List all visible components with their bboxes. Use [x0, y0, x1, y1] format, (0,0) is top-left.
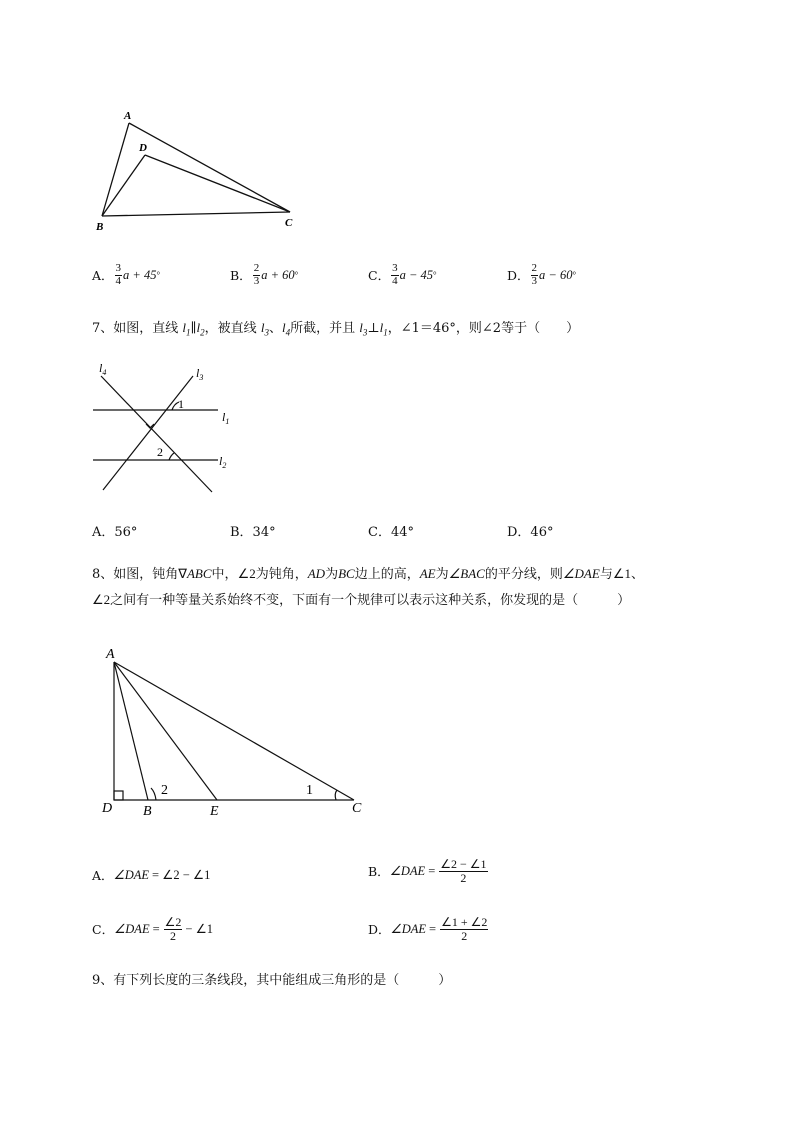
option-letter: A．	[92, 268, 114, 284]
angle-1-label: 1	[178, 397, 184, 411]
q7-stem: 7、如图，直线 $l_1\parallel l_2$，被直线 $l_3$、$l_4$所截，并且 $l_3\perp l_1$，∠1＝46°，则∠2等于（ ）	[92, 320, 580, 338]
label-l2: $l_2$	[219, 454, 227, 470]
option-expression: a + 60	[261, 267, 295, 282]
vertex-e-label: E	[210, 804, 219, 819]
vertex-c-label: C	[352, 801, 362, 816]
fraction: $\frac{\angle 1 + \angle 2}{2}$	[441, 915, 488, 943]
fraction: $\frac{2}{3}$	[253, 262, 260, 287]
q8-option-b[interactable]: B． ∠DAE = $\frac{\angle 2 - \angle 1}{2}$	[368, 857, 487, 885]
degree-sign: °	[156, 270, 161, 281]
angle-1-label: 1	[306, 783, 313, 798]
q7-option-b[interactable]: B．34°	[230, 525, 276, 540]
vertex-b-label: B	[96, 221, 104, 233]
fraction: $\frac{3}{4}$	[392, 262, 398, 287]
q9-stem: 9、有下列长度的三条线段，其中能组成三角形的是（ ）	[92, 973, 452, 988]
option-letter: D．	[507, 268, 530, 284]
vertex-a-label: A	[124, 110, 132, 122]
label-l4: $l_4$	[99, 361, 107, 377]
angle-2-label: 2	[161, 783, 168, 798]
q7-option-c[interactable]: C．44°	[368, 525, 414, 540]
angle-1-arc	[335, 790, 337, 800]
fraction: $\frac{\angle 2 - \angle 1}{2}$	[440, 857, 487, 885]
q8-stem-line2: ∠2之间有一种等量关系始终不变，下面有一个规律可以表示这种关系，你发现的是（ ）	[92, 592, 631, 608]
q8-option-d[interactable]: D． ∠DAE = $\frac{\angle 1 + \angle 2}{2}$	[368, 915, 488, 943]
segment-ac	[114, 662, 354, 800]
q7-option-a[interactable]: A．56°	[92, 525, 138, 540]
option-expression: a + 45	[123, 267, 157, 282]
vertex-d-label: D	[102, 801, 113, 816]
segment-ae	[114, 662, 217, 800]
angle-2-arc	[151, 788, 156, 800]
option-letter: B．	[230, 268, 252, 284]
label-l1: $l_1$	[222, 410, 230, 426]
fraction: $\frac{\angle 2}{2}$	[164, 915, 182, 943]
fraction: $\frac{3}{4}$	[115, 262, 122, 287]
segment-ab	[114, 662, 148, 800]
vertex-c-label: C	[285, 217, 293, 229]
fraction: $\frac{2}{3}$	[531, 262, 538, 287]
angle-2-label: 2	[157, 445, 163, 459]
degree-sign: °	[433, 270, 437, 281]
vertex-a-label: A	[106, 647, 115, 662]
q8-option-a[interactable]: A． ∠DAE = ∠2 − ∠1	[92, 867, 211, 883]
right-angle-mark	[114, 791, 123, 800]
option-expression: a − 60	[539, 267, 573, 282]
label-l3: $l_3$	[196, 366, 204, 382]
option-expression: a − 45	[399, 267, 434, 282]
q8-stem-line1: 8、如图，钝角∇ABC中，∠2为钝角，AD为BC边上的高，AE为∠BAC的平分线，则∠DAE与∠1、	[92, 566, 644, 582]
degree-sign: °	[294, 270, 299, 281]
option-letter: C．	[368, 268, 391, 284]
vertex-d-label: D	[139, 142, 147, 154]
q8-option-c[interactable]: C． ∠DAE = $\frac{\angle 2}{2}$ − ∠1	[92, 915, 214, 943]
q7-option-d[interactable]: D．46°	[507, 525, 554, 540]
degree-sign: °	[572, 270, 577, 281]
vertex-b-label: B	[143, 804, 152, 819]
